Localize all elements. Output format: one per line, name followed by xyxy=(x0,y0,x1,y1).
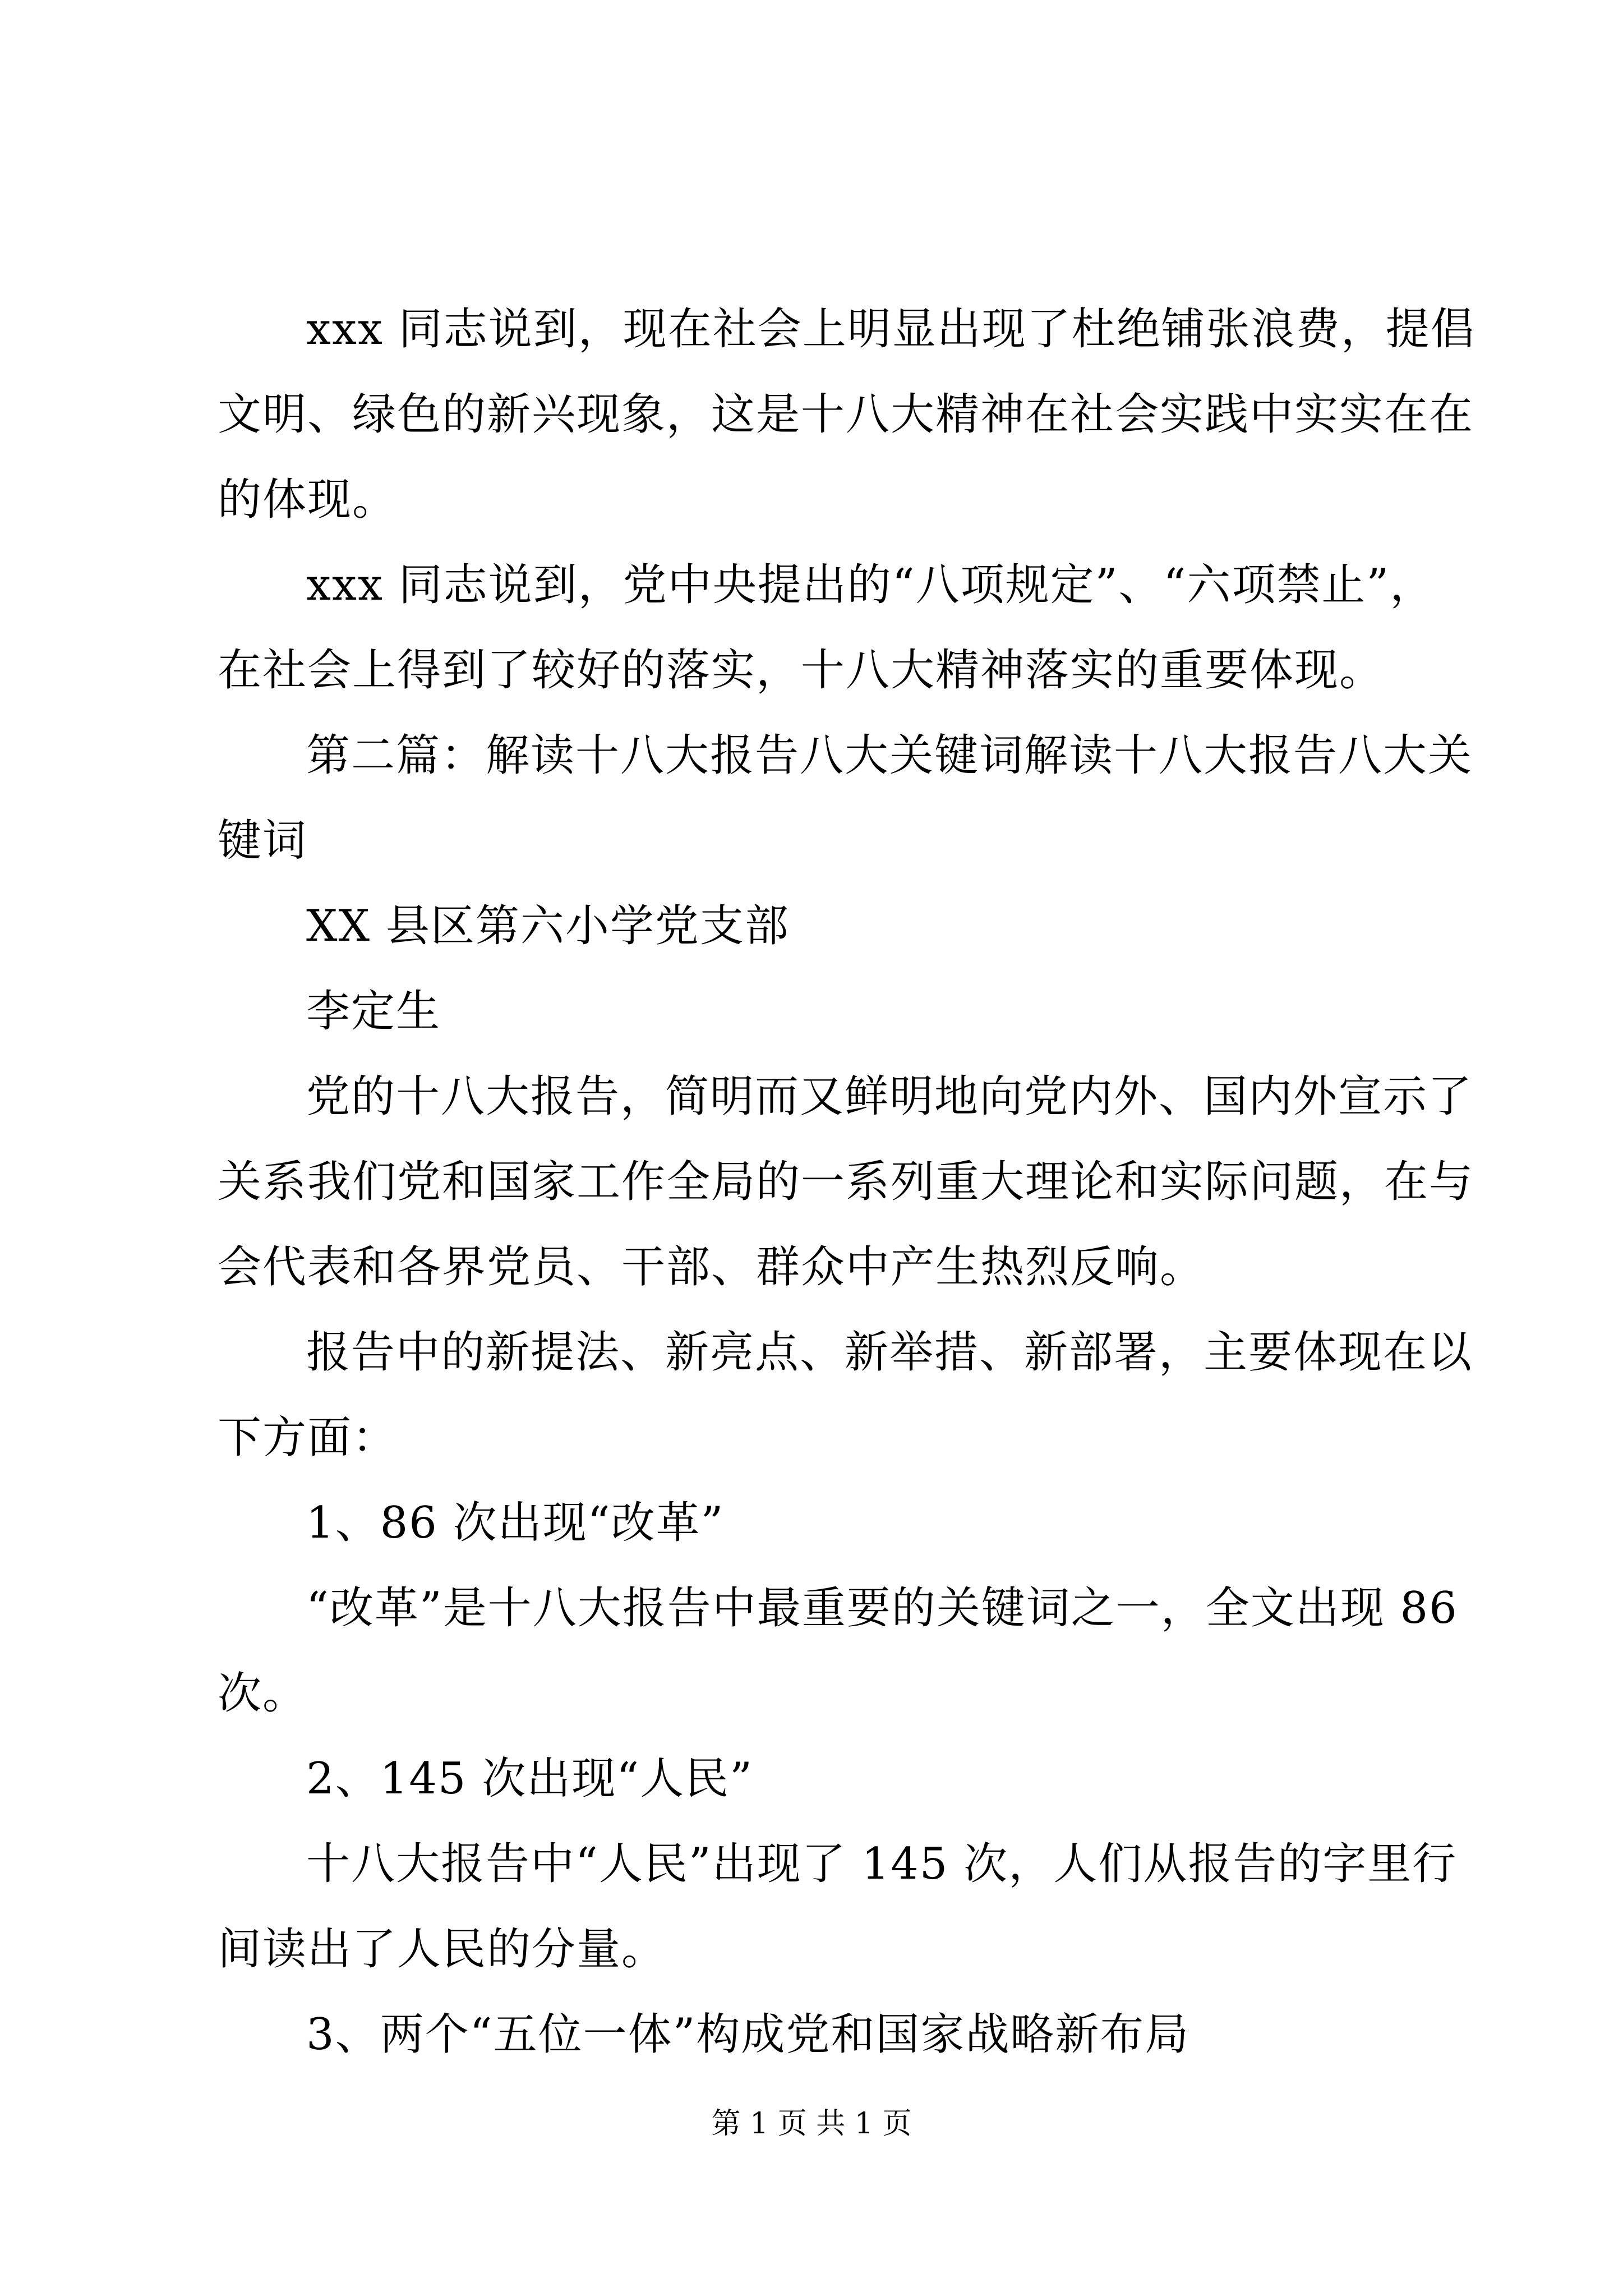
section-heading-line: 键词 xyxy=(218,816,308,866)
paragraph-line: 下方面： xyxy=(218,1412,398,1463)
paragraph-line: 关系我们党和国家工作全局的一系列重大理论和实际问题，在与 xyxy=(218,1157,1474,1207)
paragraph-line: 次。 xyxy=(218,1668,308,1719)
paragraph-line: 间读出了人民的分量。 xyxy=(218,1924,667,1975)
organization-line: XX 县区第六小学党支部 xyxy=(306,901,790,951)
paragraph-line: 党的十八大报告，简明而又鲜明地向党内外、国内外宣示了 xyxy=(306,1071,1473,1122)
paragraph-line: 会代表和各界党员、干部、群众中产生热烈反响。 xyxy=(218,1242,1205,1292)
paragraph-line: “改革”是十八大报告中最重要的关键词之一，全文出现 86 xyxy=(306,1583,1458,1634)
paragraph-line: 十八大报告中“人民”出现了 145 次，人们从报告的字里行 xyxy=(306,1839,1458,1889)
list-item-heading: 3、两个“五位一体”构成党和国家战略新布局 xyxy=(306,2009,1190,2060)
paragraph-line: 文明、绿色的新兴现象，这是十八大精神在社会实践中实实在在 xyxy=(218,389,1474,440)
page-footer: 第 1 页 共 1 页 xyxy=(711,2107,912,2141)
list-item-heading: 2、145 次出现“人民” xyxy=(306,1754,754,1804)
paragraph-line: xxx 同志说到，现在社会上明显出现了杜绝铺张浪费，提倡 xyxy=(306,304,1476,355)
paragraph-line: 的体现。 xyxy=(218,475,398,525)
section-heading-line: 第二篇：解读十八大报告八大关键词解读十八大报告八大关 xyxy=(306,730,1473,781)
paragraph-line: xxx 同志说到，党中央提出的“八项规定”、“六项禁止”， xyxy=(306,560,1435,610)
author-line: 李定生 xyxy=(306,986,441,1037)
paragraph-line: 报告中的新提法、新亮点、新举措、新部署，主要体现在以 xyxy=(306,1327,1473,1378)
list-item-heading: 1、86 次出现“改革” xyxy=(306,1498,725,1548)
paragraph-line: 在社会上得到了较好的落实，十八大精神落实的重要体现。 xyxy=(218,645,1385,696)
